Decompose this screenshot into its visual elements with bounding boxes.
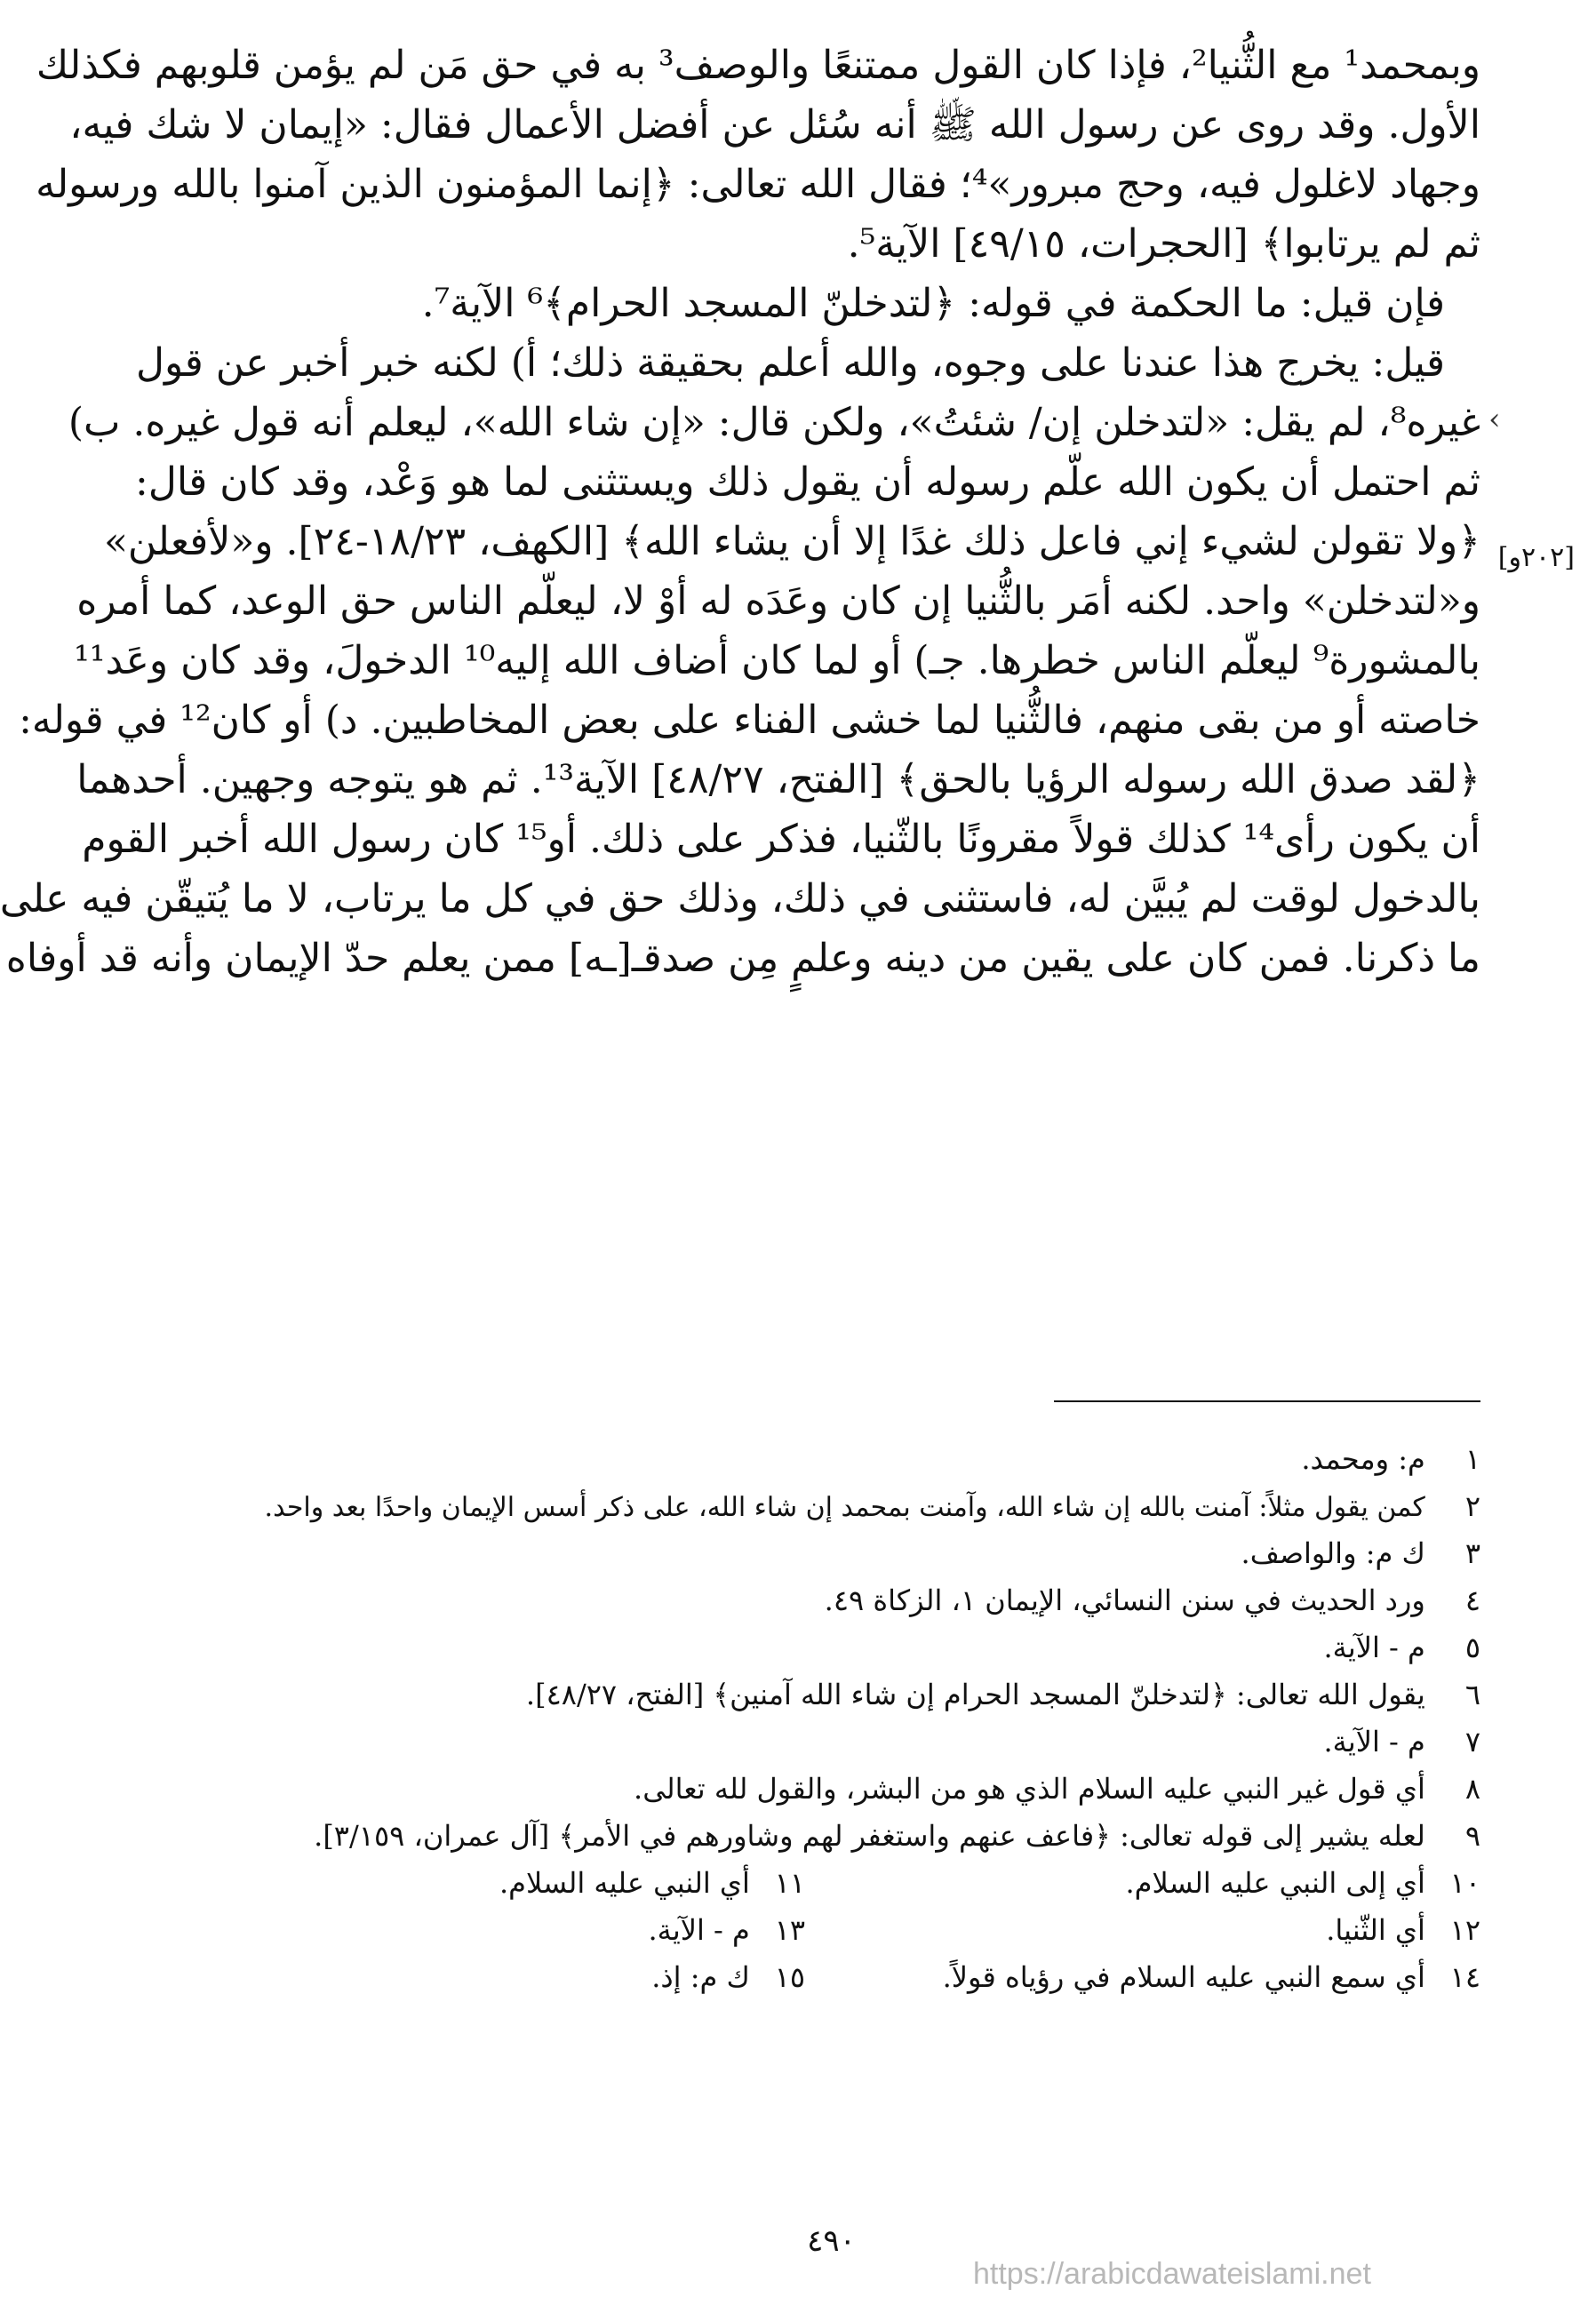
footnote-text: أي قول غير النبي عليه السلام الذي هو من البشر، والقول لله تعالى.: [634, 1772, 1425, 1806]
text-line: قيل: يخرج هذا عندنا على وجوه، والله أعلم بحقيقة ذلك؛ أ) لكنه خبر أخبر عن قول: [136, 340, 1445, 386]
footnote: [130, 1719, 1480, 1766]
footnote-number: ٨: [1464, 1772, 1480, 1806]
footnote-number: ١٠: [1449, 1866, 1480, 1900]
text-line: ثم لم يرتابوا﴾ [الحجرات، ٤٩/١٥] الآية⁵.: [847, 221, 1480, 267]
page-number: ٤٩٠: [807, 2223, 856, 2259]
footnote: [130, 1530, 1480, 1577]
footnote-number: ٤: [1464, 1583, 1480, 1617]
text-line: أن يكون رأى¹⁴ كذلك قولاً مقرونًا بالثّنيا، فذكر على ذلك. أو¹⁵ كان رسول الله أخبر القوم: [82, 817, 1480, 862]
text-line: خاصته أو من بقى منهم، فالثُّنيا لما خشى الفناء على بعض المخاطبين. د) أو كان¹² في قوله:: [19, 698, 1480, 743]
footnote-number: ٦: [1464, 1678, 1480, 1711]
footnote: [130, 1624, 1480, 1671]
text-line: ما ذكرنا. فمن كان على يقين من دينه وعلمٍ مِن صدقـ[ـه] ممن يعلم حدّ الإيمان وأنه قد أوفاه: [5, 936, 1480, 981]
footnote-text: ك م: والواصف.: [1241, 1536, 1425, 1570]
footnotes: [130, 1436, 1480, 2001]
footnote-text: ورد الحديث في سنن النسائي، الإيمان ١، الزكاة ٤٩.: [824, 1583, 1425, 1617]
footnote: [130, 1671, 1480, 1719]
footnote-number: ٥: [1464, 1631, 1480, 1664]
footnote-text: أي إلى النبي عليه السلام.: [1125, 1866, 1425, 1900]
footnote-number: ٩: [1464, 1819, 1480, 1853]
text-line: وجهاد لاغلول فيه، وحج مبرور»⁴؛ فقال الله تعالى: ﴿إنما المؤمنون الذين آمنوا بالله ورسوله: [36, 162, 1480, 207]
footnote-text: م - الآية.: [1323, 1631, 1425, 1664]
text-line: ثم احتمل أن يكون الله علّم رسوله أن يقول ذلك ويستثنى لما هو وَعْد، وقد كان قال:: [135, 459, 1480, 505]
footnote-separator: [1054, 1400, 1480, 1402]
text-line: فإن قيل: ما الحكمة في قوله: ﴿لتدخلنّ المسجد الحرام﴾⁶ الآية⁷.: [421, 281, 1445, 326]
footnote: [130, 1483, 1480, 1530]
footnote-number: ٧: [1464, 1725, 1480, 1759]
footnote-number: ١٣: [774, 1913, 805, 1947]
footnote-number: ٢: [1464, 1489, 1480, 1523]
footnote-number: ١: [1464, 1442, 1480, 1476]
footnote-pair: [130, 1954, 1480, 2001]
footnote-number: ١٢: [1449, 1913, 1480, 1947]
footnote-number: ١٥: [774, 1960, 805, 1994]
footnote-number: ٣: [1464, 1536, 1480, 1570]
footnote: [130, 1577, 1480, 1624]
text-line: ﴿ولا تقولن لشيء إني فاعل ذلك غدًا إلا أن يشاء الله﴾ [الكهف، ١٨/٢٣-٢٤]. و«لأفعلن»: [104, 519, 1480, 564]
footnote: [130, 1954, 805, 2001]
footnote-number: ١١: [774, 1866, 805, 1900]
folio-margin-note: [٢٠٢و]: [1497, 542, 1575, 573]
footnote: [130, 1436, 1480, 1483]
footnote-text: م: ومحمد.: [1301, 1442, 1425, 1476]
text-line: ﴿لقد صدق الله رسوله الرؤيا بالحق﴾ [الفتح، ٤٨/٢٧] الآية¹³. ثم هو يتوجه وجهين. أحدهما: [76, 757, 1480, 802]
text-line: و«لتدخلن» واحد. لكنه أمَر بالثُّنيا إن كان وعَدَه له أوْ لا، ليعلّم الناس حق الوعد، كما أمره: [76, 578, 1480, 624]
text-line: وبمحمد¹ مع الثُّنيا²، فإذا كان القول ممتنعًا والوصف³ به في حق مَن لم يؤمن قلوبهم فكذلك: [36, 43, 1480, 88]
footnote: [130, 1813, 1480, 1860]
footnote-text: كمن يقول مثلاً: آمنت بالله إن شاء الله، وآمنت بمحمد إن شاء الله، على ذكر أسس الإيمان واحدًا بعد واحد.: [264, 1492, 1425, 1523]
footnote-text: م - الآية.: [648, 1913, 750, 1947]
footnote-text: ك م: إذ.: [651, 1960, 750, 1994]
text-line: غيره⁸، لم يقل: «لتدخلن إن/ شئتُ»، ولكن قال: «إن شاء الله»، ليعلم أنه قول غيره. ب): [68, 400, 1480, 445]
footnote-text: أي سمع النبي عليه السلام في رؤياه قولاً.: [942, 1960, 1425, 1994]
footnote-pair: [130, 1860, 1480, 1907]
text-line: الأول. وقد روى عن رسول الله ﷺ أنه سُئل عن أفضل الأعمال فقال: «إيمان لا شك فيه،: [69, 102, 1480, 148]
footnote-text: لعله يشير إلى قوله تعالى: ﴿فاعف عنهم واستغفر لهم وشاورهم في الأمر﴾ [آل عمران، ٣/١٥٩].: [314, 1819, 1425, 1853]
footnote: [130, 1860, 805, 1907]
main-text: [0, 36, 1480, 988]
text-line: بالدخول لوقت لم يُبيَّن له، فاستثنى في ذلك، وذلك حق في كل ما يرتاب، لا ما يُتيقّن فيه على: [0, 876, 1480, 921]
text-line: بالمشورة⁹ ليعلّم الناس خطرها. جـ) أو لما كان أضاف الله إليه¹⁰ الدخولَ، وقد كان وعَد¹¹: [74, 638, 1480, 683]
footnote: [130, 1766, 1480, 1813]
footnote-text: أي الثّنيا.: [1326, 1913, 1425, 1947]
footnote-text: أي النبي عليه السلام.: [499, 1866, 750, 1900]
footnote: [805, 1954, 1480, 2001]
footnote: [130, 1907, 805, 1954]
footnote-number: ١٤: [1449, 1960, 1480, 1994]
footnote-pair: [130, 1907, 1480, 1954]
footnote: [805, 1907, 1480, 1954]
footnote-text: م - الآية.: [1323, 1725, 1425, 1759]
margin-bracket-mark: ›: [1488, 402, 1501, 437]
footnote: [805, 1860, 1480, 1907]
watermark-url: https://arabicdawateislami.net: [973, 2257, 1371, 2291]
footnote-text: يقول الله تعالى: ﴿لتدخلنّ المسجد الحرام إن شاء الله آمنين﴾ [الفتح، ٤٨/٢٧].: [525, 1678, 1425, 1711]
